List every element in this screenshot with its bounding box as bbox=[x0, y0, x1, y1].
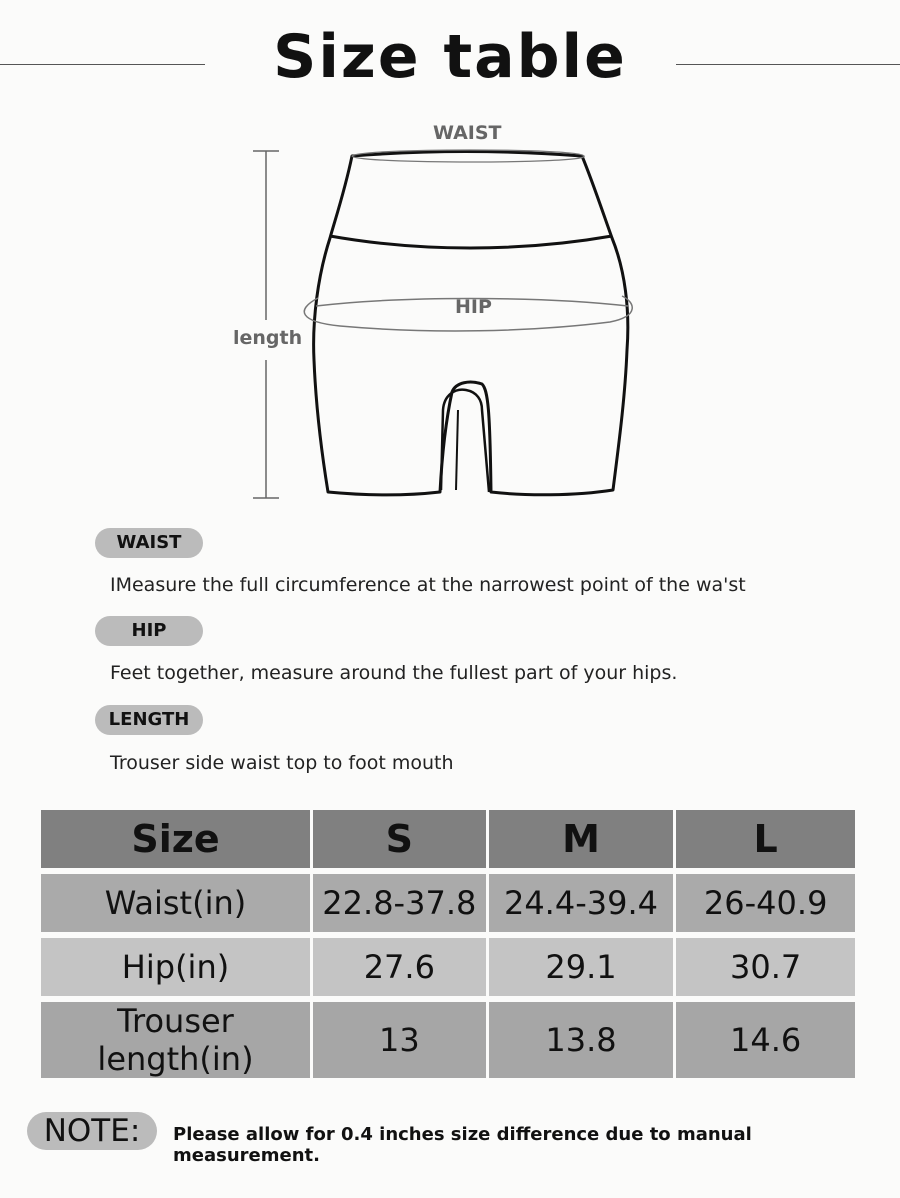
header-cell: Size bbox=[41, 810, 310, 868]
shorts-shape bbox=[314, 152, 628, 496]
hip-diagram-label: HIP bbox=[455, 296, 492, 318]
note-text: Please allow for 0.4 inches size difference due to manual measurement. bbox=[173, 1124, 752, 1166]
table-cell: 13.8 bbox=[489, 1002, 674, 1078]
size-table-header bbox=[41, 810, 855, 868]
length-description: Trouser side waist top to foot mouth bbox=[110, 752, 454, 774]
page-title: Size table bbox=[273, 22, 627, 92]
header-cell: S bbox=[313, 810, 486, 868]
table-cell: 22.8-37.8 bbox=[313, 874, 486, 932]
title-divider-right bbox=[676, 64, 900, 65]
hip-badge: HIP bbox=[95, 616, 203, 646]
waist-description: IMeasure the full circumference at the narrowest point of the wa'st bbox=[110, 574, 746, 596]
shorts-diagram bbox=[0, 110, 900, 510]
table-row bbox=[41, 1002, 855, 1078]
row-label-cell: Trouser length(in) bbox=[41, 1002, 310, 1078]
table-cell: 13 bbox=[313, 1002, 486, 1078]
size-table bbox=[38, 804, 858, 1084]
length-badge: LENGTH bbox=[95, 705, 203, 735]
table-cell: 30.7 bbox=[676, 938, 855, 996]
waist-badge: WAIST bbox=[95, 528, 203, 558]
table-row bbox=[41, 938, 855, 996]
waist-diagram-label: WAIST bbox=[433, 122, 502, 144]
table-row bbox=[41, 874, 855, 932]
table-cell: 14.6 bbox=[676, 1002, 855, 1078]
length-measure-line bbox=[253, 151, 279, 498]
row-label-cell: Hip(in) bbox=[41, 938, 310, 996]
table-cell: 27.6 bbox=[313, 938, 486, 996]
title-row bbox=[0, 22, 900, 102]
length-diagram-label: length bbox=[233, 327, 303, 349]
hip-description: Feet together, measure around the fullest part of your hips. bbox=[110, 662, 678, 684]
shorts-outline-illustration bbox=[0, 110, 900, 510]
table-cell: 24.4-39.4 bbox=[489, 874, 674, 932]
table-cell: 26-40.9 bbox=[676, 874, 855, 932]
note-badge: NOTE: bbox=[27, 1112, 157, 1150]
header-cell: L bbox=[676, 810, 855, 868]
table-cell: 29.1 bbox=[489, 938, 674, 996]
header-cell: M bbox=[489, 810, 674, 868]
row-label-cell: Waist(in) bbox=[41, 874, 310, 932]
